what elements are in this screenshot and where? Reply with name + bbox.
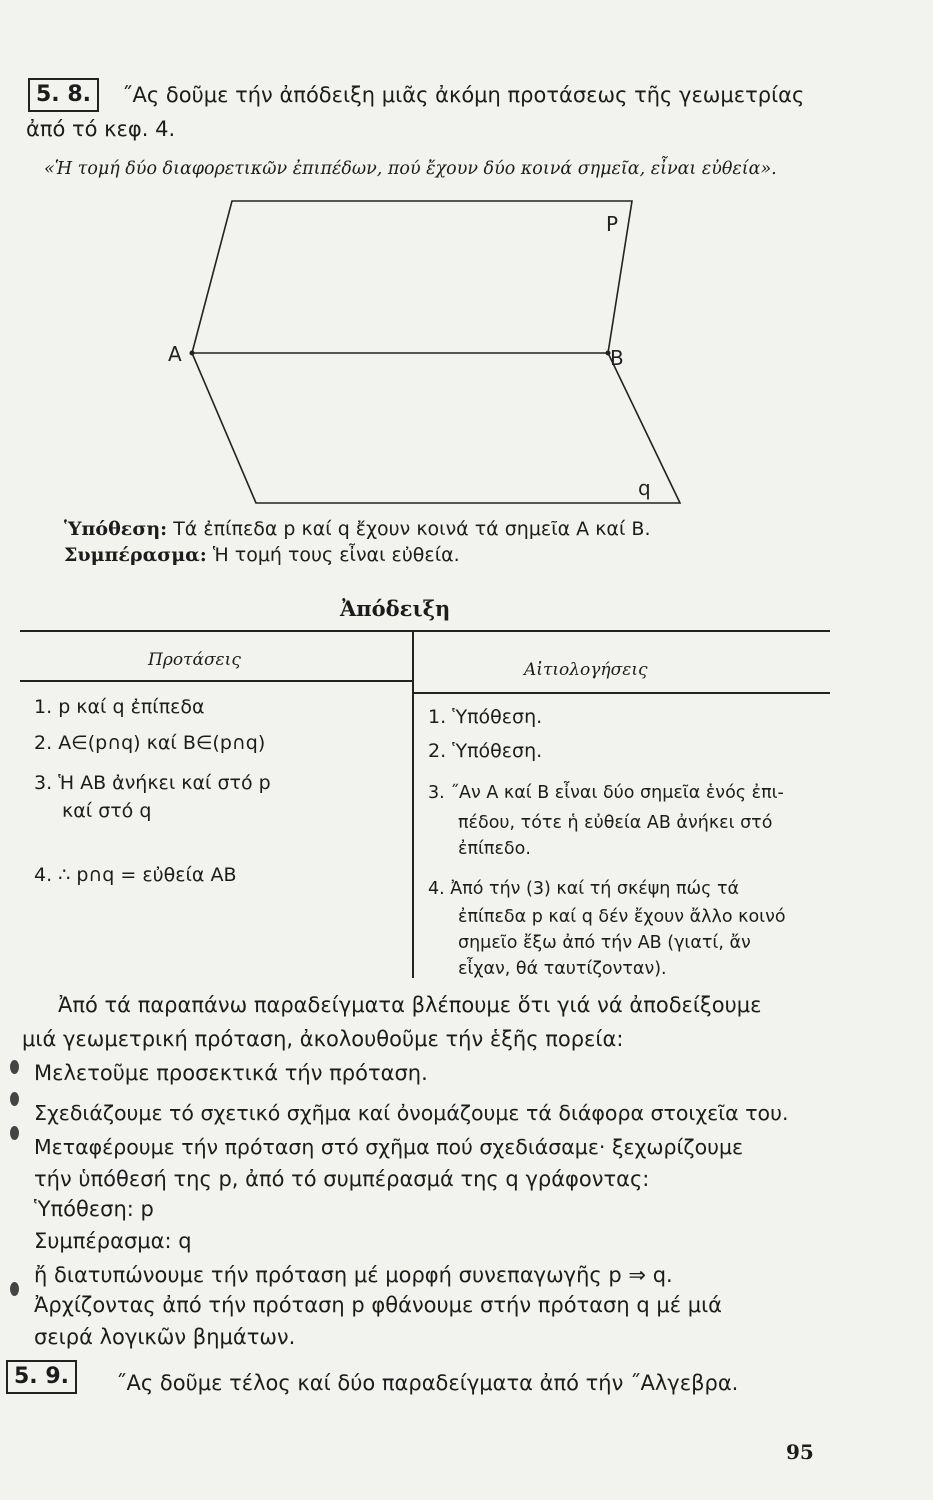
step-4-line-2: σειρά λογικῶν βημάτων. <box>34 1325 296 1349</box>
reason-1: 1. Ὑπόθεση. <box>428 706 543 728</box>
reason-4-line-4: εἶχαν, θά ταυτίζονταν). <box>458 959 667 979</box>
label-p: P <box>606 212 619 236</box>
summary-line-1: Ἀπό τά παραπάνω παραδείγματα βλέπουμε ὅτι γιά νά ἀποδείξουμε <box>58 993 762 1017</box>
col-header-statements: Προτάσεις <box>148 650 241 670</box>
label-a: A <box>168 342 182 366</box>
step-3-line-2: τήν ὑπόθεσή της p, ἀπό τό συμπέρασμά της q γράφοντας: <box>34 1167 650 1191</box>
section-number-5-8: 5. 8. <box>28 78 99 112</box>
label-q: q <box>638 476 651 500</box>
statement-1: 1. p καί q ἐπίπεδα <box>34 696 205 718</box>
step-3-line-3: Ὑπόθεση: p <box>34 1197 154 1221</box>
label-b: B <box>610 346 624 370</box>
bullet-1 <box>10 1060 19 1074</box>
reason-3: 3. ˝Αν A καί B εἶναι δύο σημεῖα ἑνός ἐπι- <box>428 783 784 803</box>
theorem-quote: «Ἡ τομή δύο διαφορετικῶν ἐπιπέδων, πού ἔχουν δύο κοινά σημεῖα, εἶναι εὐθεία». <box>44 159 777 179</box>
hypothesis-text: Τά ἐπίπεδα p καί q ἔχουν κοινά τά σημεῖα Α καί Β. <box>173 518 651 540</box>
statement-4: 4. ∴ p∩q = εὐθεία AB <box>34 864 237 886</box>
step-4-line-1: Ἀρχίζοντας ἀπό τήν πρόταση p φθάνουμε στήν πρόταση q μέ μιά <box>34 1293 723 1317</box>
section-number-5-9: 5. 9. <box>6 1360 77 1394</box>
planes-figure <box>160 195 700 520</box>
reason-3-line-3: ἐπίπεδο. <box>458 839 531 859</box>
reason-4-line-2: ἐπίπεδα p καί q δέν ἔχουν ἄλλο κοινό <box>458 907 786 927</box>
plane-q-outline <box>192 353 680 503</box>
step-3-line-1: Μεταφέρουμε τήν πρόταση στό σχῆμα πού σχεδιάσαμε· ξεχωρίζουμε <box>34 1135 744 1159</box>
step-3-line-4: Συμπέρασμα: q <box>34 1229 192 1253</box>
bullet-4 <box>10 1282 19 1296</box>
step-3-line-5: ἤ διατυπώνουμε τήν πρόταση μέ μορφή συνεπαγωγῆς p ⇒ q. <box>34 1263 673 1287</box>
statement-3: 3. Ἡ AB ἀνήκει καί στό p <box>34 772 271 794</box>
table-column-divider <box>412 631 414 978</box>
section-5-9-text: ˝Ας δοῦμε τέλος καί δύο παραδείγματα ἀπό τήν ˝Αλγεβρα. <box>116 1371 739 1395</box>
conclusion-row <box>64 542 460 568</box>
conclusion-text: Ἡ τομή τους εἶναι εὐθεία. <box>212 544 460 566</box>
table-top-rule <box>20 630 830 632</box>
reason-2: 2. Ὑπόθεση. <box>428 740 543 762</box>
col-header-reasons: Αἰτιολογήσεις <box>524 660 648 680</box>
intro-line-1: ˝Ας δοῦμε τήν ἀπόδειξη μιᾶς ἀκόμη προτάσεως τῆς γεωμετρίας <box>122 83 805 107</box>
statement-3-cont: καί στό q <box>62 800 152 822</box>
proof-title: Ἀπόδειξη <box>340 596 451 621</box>
intro-line-2: ἀπό τό κεφ. 4. <box>26 117 176 141</box>
hypothesis-row <box>64 516 651 542</box>
table-header-rule-left <box>20 680 412 682</box>
bullet-2 <box>10 1092 19 1106</box>
step-2: Σχεδιάζουμε τό σχετικό σχῆμα καί ὀνομάζουμε τά διάφορα στοιχεῖα του. <box>34 1101 789 1125</box>
plane-p-outline <box>192 201 632 353</box>
conclusion-label: Συμπέρασμα: <box>64 544 207 566</box>
summary-line-2: μιά γεωμετρική πρόταση, ἀκολουθοῦμε τήν ἑξῆς πορεία: <box>22 1027 624 1051</box>
step-1: Μελετοῦμε προσεκτικά τήν πρόταση. <box>34 1061 428 1085</box>
bullet-3 <box>10 1126 19 1140</box>
reason-4-line-3: σημεῖο ἔξω ἀπό τήν AB (γιατί, ἄν <box>458 933 751 953</box>
hypothesis-label: Ὑπόθεση: <box>64 518 168 540</box>
reason-4: 4. Ἀπό τήν (3) καί τή σκέψη πώς τά <box>428 879 740 899</box>
page-number: 95 <box>786 1440 814 1464</box>
reason-3-line-2: πέδου, τότε ἡ εὐθεία AB ἀνήκει στό <box>458 813 773 833</box>
table-header-rule-right <box>412 692 830 694</box>
point-a <box>190 351 195 356</box>
statement-2: 2. A∈(p∩q) καί B∈(p∩q) <box>34 732 266 754</box>
